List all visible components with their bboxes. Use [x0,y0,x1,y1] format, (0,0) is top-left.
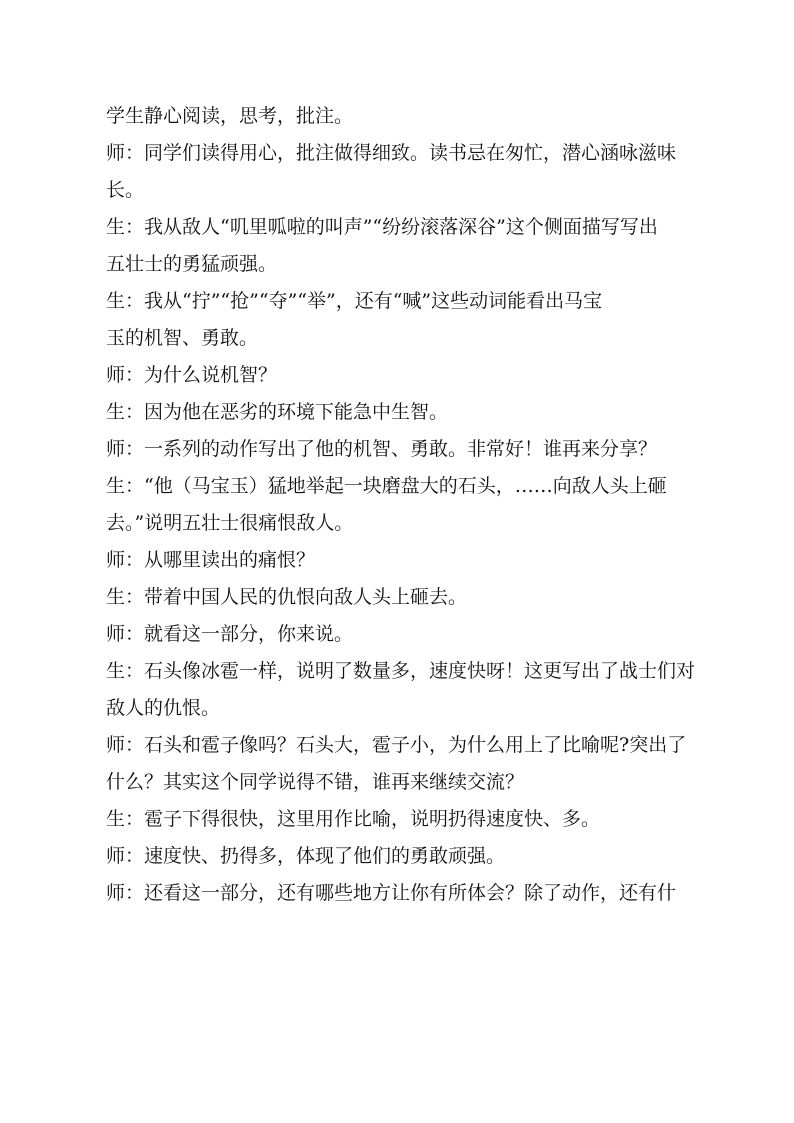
text-line: 生：石头像冰雹一样，说明了数量多，速度快呀！这更写出了战士们对 [106,660,696,682]
text-line: 师：一系列的动作写出了他的机智、勇敢。非常好！谁再来分享？ [106,438,658,460]
text-line: 长。 [106,179,145,201]
text-line: 师：为什么说机智？ [106,364,278,386]
text-line: 生：我从“拧”“抢”“夺”“举”，还有“喊”这些动词能看出马宝 [106,290,603,312]
text-line: 师：速度快、扔得多，体现了他们的勇敢顽强。 [106,845,506,867]
text-line: 敌人的仇恨。 [106,697,221,719]
text-line: 什么？其实这个同学说得不错，谁再来继续交流？ [106,771,525,793]
text-line: 生：雹子下得很快，这里用作比喻，说明扔得速度快、多。 [106,808,601,830]
text-line: 学生静心阅读，思考，批注。 [106,105,354,127]
text-line: 生：带着中国人民的仇恨向敌人头上砸去。 [106,586,468,608]
text-line: 师：同学们读得用心，批注做得细致。读书忌在匆忙，潜心涵咏滋味 [106,142,677,164]
text-line: 师：石头和雹子像吗？石头大，雹子小，为什么用上了比喻呢?突出了 [106,734,687,756]
text-line: 生：“他（马宝玉）猛地举起一块磨盘大的石头，……向敌人头上砸 [106,475,667,497]
text-line: 五壮士的勇猛顽强。 [106,253,278,275]
text-line: 生：我从敌人“叽里呱啦的叫声”“纷纷滚落深谷”这个侧面描写写出 [106,216,658,238]
text-line: 玉的机智、勇敢。 [106,327,259,349]
text-line: 师：从哪里读出的痛恨？ [106,549,316,571]
text-line: 师：还看这一部分，还有哪些地方让你有所体会？除了动作，还有什 [106,882,677,904]
text-line: 师：就看这一部分，你来说。 [106,623,354,645]
text-line: 去。”说明五壮士很痛恨敌人。 [106,512,354,534]
text-line: 生：因为他在恶劣的环境下能急中生智。 [106,401,449,423]
document-body [106,98,696,912]
